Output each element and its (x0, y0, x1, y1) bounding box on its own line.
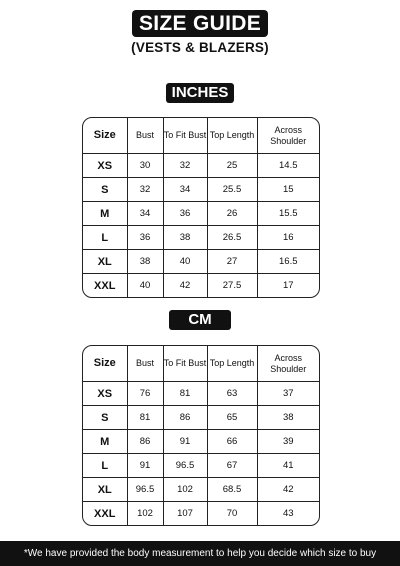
cell-top-length: 65 (207, 406, 257, 430)
cell-bust: 96.5 (127, 478, 163, 502)
cell-bust: 36 (127, 226, 163, 250)
page-subtitle: (VESTS & BLAZERS) (131, 40, 269, 55)
cell-to-fit-bust: 36 (163, 202, 207, 226)
cell-size: S (83, 406, 127, 430)
cell-size: M (83, 430, 127, 454)
cell-size: S (83, 178, 127, 202)
cell-top-length: 27.5 (207, 274, 257, 298)
cell-top-length: 26 (207, 202, 257, 226)
cell-to-fit-bust: 40 (163, 250, 207, 274)
cell-to-fit-bust: 38 (163, 226, 207, 250)
cell-across-shoulder: 17 (282, 280, 294, 291)
cell-bust: 34 (127, 202, 163, 226)
cell-top-length: 25 (207, 154, 257, 178)
cell-across-shoulder: 16.5 (257, 250, 319, 274)
header-to-fit-bust: To Fit Bust (163, 118, 207, 154)
cell-to-fit-bust: 107 (163, 502, 207, 526)
cell-top-length: 70 (207, 502, 257, 526)
table-row (83, 202, 319, 226)
inches-section-label: INCHES (166, 83, 234, 103)
cell-size: XL (83, 250, 127, 274)
cm-section-label: CM (169, 310, 231, 330)
cell-top-length: 63 (207, 382, 257, 406)
header-size: Size (83, 346, 127, 382)
page-title: SIZE GUIDE (132, 10, 268, 37)
cell-top-length: 26.5 (207, 226, 257, 250)
table-row (83, 226, 319, 250)
table-header-row (83, 346, 319, 382)
cell-size: XXL (83, 502, 127, 526)
header-size: Size (83, 118, 127, 154)
cell-top-length: 25.5 (207, 178, 257, 202)
cell-bust: 38 (127, 250, 163, 274)
cell-across-shoulder: 41 (257, 454, 319, 478)
cell-top-length: 68.5 (207, 478, 257, 502)
cell-bust: 102 (127, 502, 163, 526)
cell-top-length: 67 (207, 454, 257, 478)
table-header-row (83, 118, 319, 154)
cell-across-shoulder: 15 (257, 178, 319, 202)
cell-to-fit-bust: 42 (163, 274, 207, 298)
cell-across-shoulder: 39 (257, 430, 319, 454)
cell-bust: 91 (127, 454, 163, 478)
cell-size: L (83, 226, 127, 250)
cell-to-fit-bust: 34 (163, 178, 207, 202)
inches-size-table (82, 117, 320, 298)
cell-bust: 86 (127, 430, 163, 454)
cell-bust: 30 (127, 154, 163, 178)
cell-size: XS (83, 382, 127, 406)
table-row (83, 478, 319, 502)
header-top-length: Top Length (207, 118, 257, 154)
header-to-fit-bust: To Fit Bust (163, 346, 207, 382)
cm-table-body (83, 382, 319, 526)
table-row (83, 406, 319, 430)
table-row (83, 502, 319, 526)
header-across-shoulder: Across Shoulder (257, 118, 319, 154)
cell-to-fit-bust: 86 (163, 406, 207, 430)
cell-across-shoulder: 14.5 (257, 154, 319, 178)
cell-to-fit-bust: 96.5 (163, 454, 207, 478)
header-across-shoulder: Across Shoulder (257, 346, 319, 382)
cell-size: XS (83, 154, 127, 178)
table-row (83, 178, 319, 202)
cell-bust: 76 (127, 382, 163, 406)
header-bust: Bust (127, 346, 163, 382)
cell-bust: 32 (127, 178, 163, 202)
cell-size: L (83, 454, 127, 478)
cell-across-shoulder: 16 (257, 226, 319, 250)
cell-top-length: 27 (207, 250, 257, 274)
cell-to-fit-bust: 91 (163, 430, 207, 454)
cell-across-shoulder: 15.5 (257, 202, 319, 226)
footer-note: *We have provided the body measurement to help you decide which size to buy (0, 541, 400, 566)
header-top-length: Top Length (207, 346, 257, 382)
table-row (83, 154, 319, 178)
cell-size: XXL (83, 274, 127, 298)
cell-top-length: 66 (207, 430, 257, 454)
cell-bust: 81 (127, 406, 163, 430)
cell-to-fit-bust: 102 (163, 478, 207, 502)
cell-to-fit-bust: 81 (163, 382, 207, 406)
table-row (83, 454, 319, 478)
cell-size: M (83, 202, 127, 226)
cm-size-table (82, 345, 320, 526)
inches-table-body (83, 154, 319, 298)
cell-across-shoulder: 38 (257, 406, 319, 430)
header-bust: Bust (127, 118, 163, 154)
cell-across-shoulder: 43 (282, 508, 294, 519)
table-row (83, 274, 319, 298)
cell-size: XL (83, 478, 127, 502)
cell-across-shoulder: 42 (257, 478, 319, 502)
cell-to-fit-bust: 32 (163, 154, 207, 178)
cell-bust: 40 (127, 274, 163, 298)
cell-across-shoulder: 37 (257, 382, 319, 406)
table-row (83, 430, 319, 454)
table-row (83, 382, 319, 406)
table-row (83, 250, 319, 274)
